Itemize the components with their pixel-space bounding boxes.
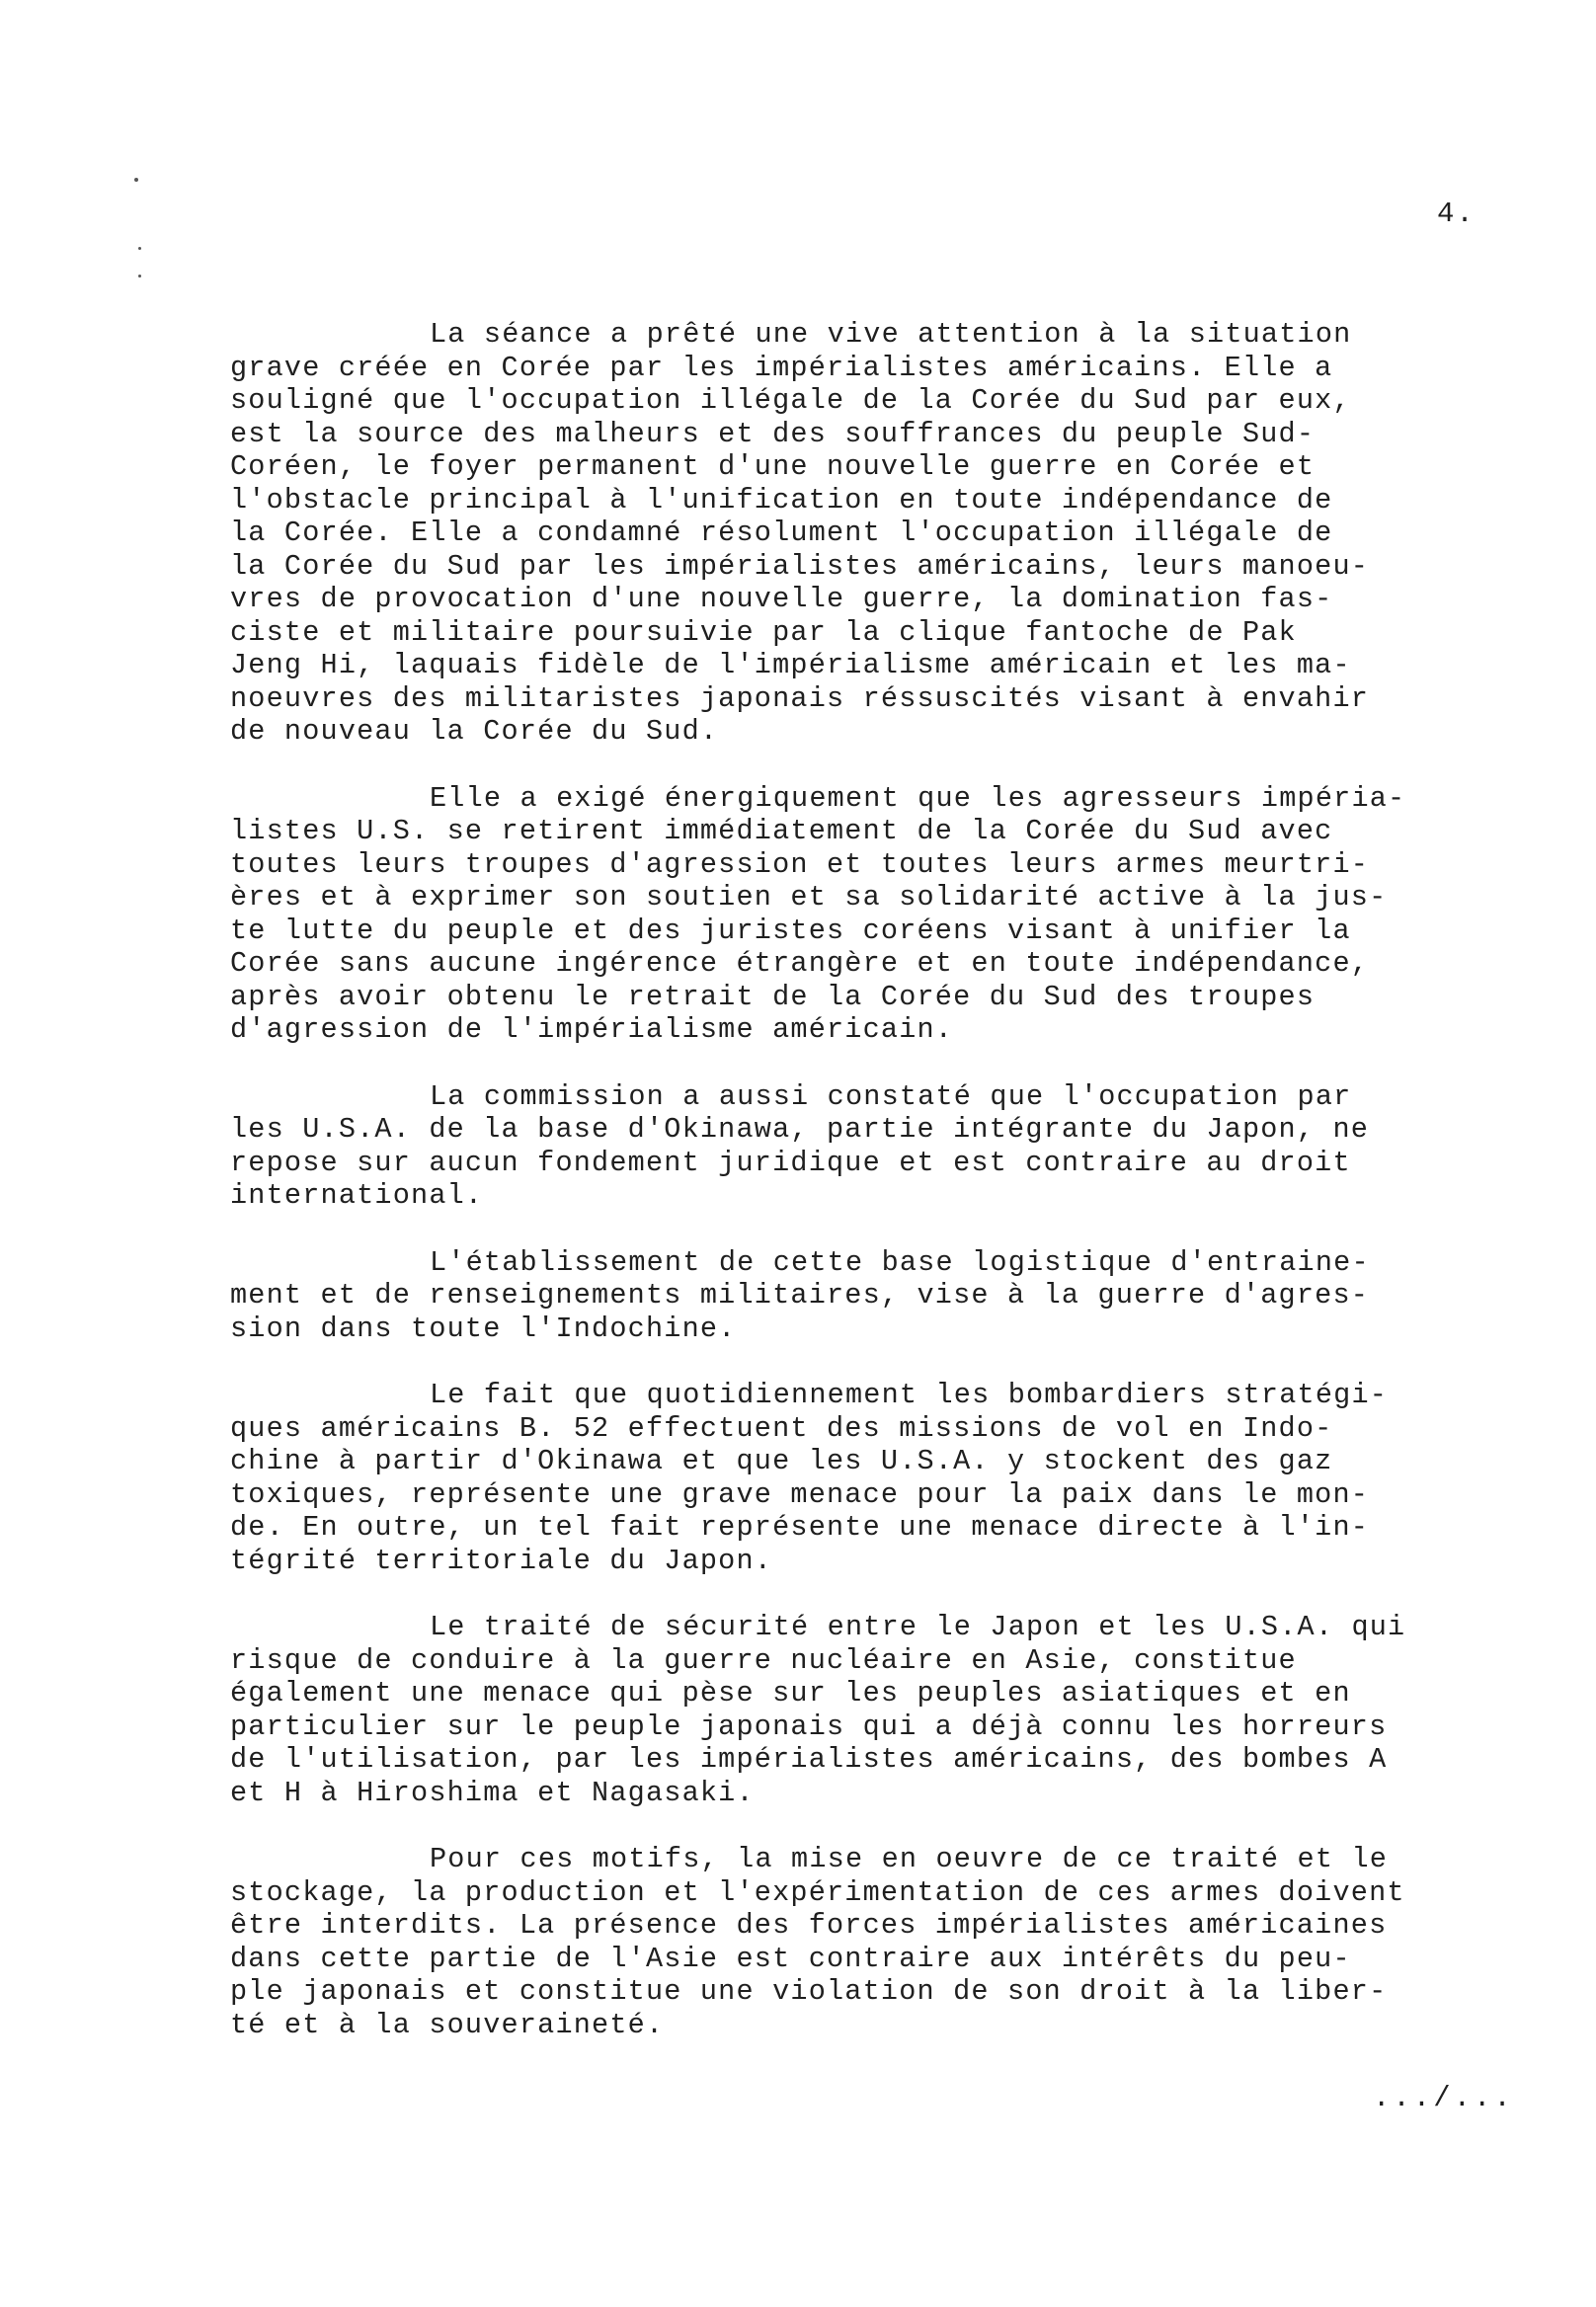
continuation-mark: .../... bbox=[1373, 2082, 1514, 2114]
paragraph bbox=[230, 1843, 1514, 2041]
paragraph-text: L'établissement de cette base logistique d'entraine- ment et de renseignements militaires, vise à la guerre d'agres- sion dans toute l'Indochine. bbox=[230, 1245, 1370, 1345]
paragraph-text: Le fait que quotidiennement les bombardiers stratégi- ques américains B. 52 effectuent des missions de vol en Indo- chine à partir d'Okinawa et que les U.S.A. y stockent des gaz toxiques, représente une grave menace pour la paix dans le mon- de. En outre, un tel fait représente une menace directe à l'in- tégrité territoriale du Japon. bbox=[230, 1379, 1389, 1577]
paragraph-text: La séance a prêté une vive attention à la situation grave créée en Corée par les impérialistes américains. Elle a souligné que l'occupation illégale de la Corée du Sud par eux, est la source des malheurs et des souffrances du peuple Sud- Coréen, le foyer permanent d'une nouvelle guerre en Corée et l'obstacle principal à l'unification en toute indépendance de la Corée. Elle a condamné résolument l'occupation illégale de la Corée du Sud par les impérialistes américains, leurs manoeu- vres de provocation d'une nouvelle guerre, la domination fas- ciste et militaire poursuivie par la clique fantoche de Pak Jeng Hi, laquais fidèle de l'impérialisme américain et les ma- noeuvres des militaristes japonais réssuscités visant à envahir de nouveau la Corée du Sud. bbox=[230, 318, 1370, 748]
paragraph bbox=[230, 1611, 1514, 1809]
margin-speck bbox=[138, 247, 141, 250]
paragraph bbox=[230, 1379, 1514, 1577]
paragraph bbox=[230, 318, 1514, 749]
page-number: 4. bbox=[1437, 198, 1476, 230]
paragraph-text: Elle a exigé énergiquement que les agresseurs impéria- listes U.S. se retirent immédiatement de la Corée du Sud avec toutes leurs troupes d'agression et toutes leurs armes meurtri- ères et à exprimer son soutien et sa solidarité active à la jus- te lutte du peuple et des juristes coréens visant à unifier la Corée sans aucune ingérence étrangère et en toute indépendance, après avoir obtenu le retrait de la Corée du Sud des troupes d'agression de l'impérialisme américain. bbox=[230, 781, 1406, 1046]
paragraph bbox=[230, 782, 1514, 1047]
body-text bbox=[230, 318, 1514, 2075]
paragraph-text: La commission a aussi constaté que l'occupation par les U.S.A. de la base d'Okinawa, partie intégrante du Japon, ne repose sur aucun fondement juridique et est contraire au droit international. bbox=[230, 1079, 1370, 1212]
paragraph-text: Pour ces motifs, la mise en oeuvre de ce traité et le stockage, la production et l'expérimentation de ces armes doivent être interdits. La présence des forces impérialistes américaines dans cette partie de l'Asie est contraire aux intérêts du peu- ple japonais et constitue une violation de son droit à la liber- té et à la souveraineté. bbox=[230, 1843, 1405, 2041]
paragraph-text: Le traité de sécurité entre le Japon et les U.S.A. qui risque de conduire à la guerre nucléaire en Asie, constitue également une menace qui pèse sur les peuples asiatiques et en particulier sur le peuple japonais qui a déjà connu les horreurs de l'utilisation, par les impérialistes américains, des bombes A et H à Hiroshima et Nagasaki. bbox=[230, 1611, 1406, 1809]
paragraph bbox=[230, 1080, 1514, 1213]
paragraph bbox=[230, 1246, 1514, 1346]
margin-speck bbox=[138, 275, 141, 278]
margin-speck bbox=[134, 178, 138, 182]
